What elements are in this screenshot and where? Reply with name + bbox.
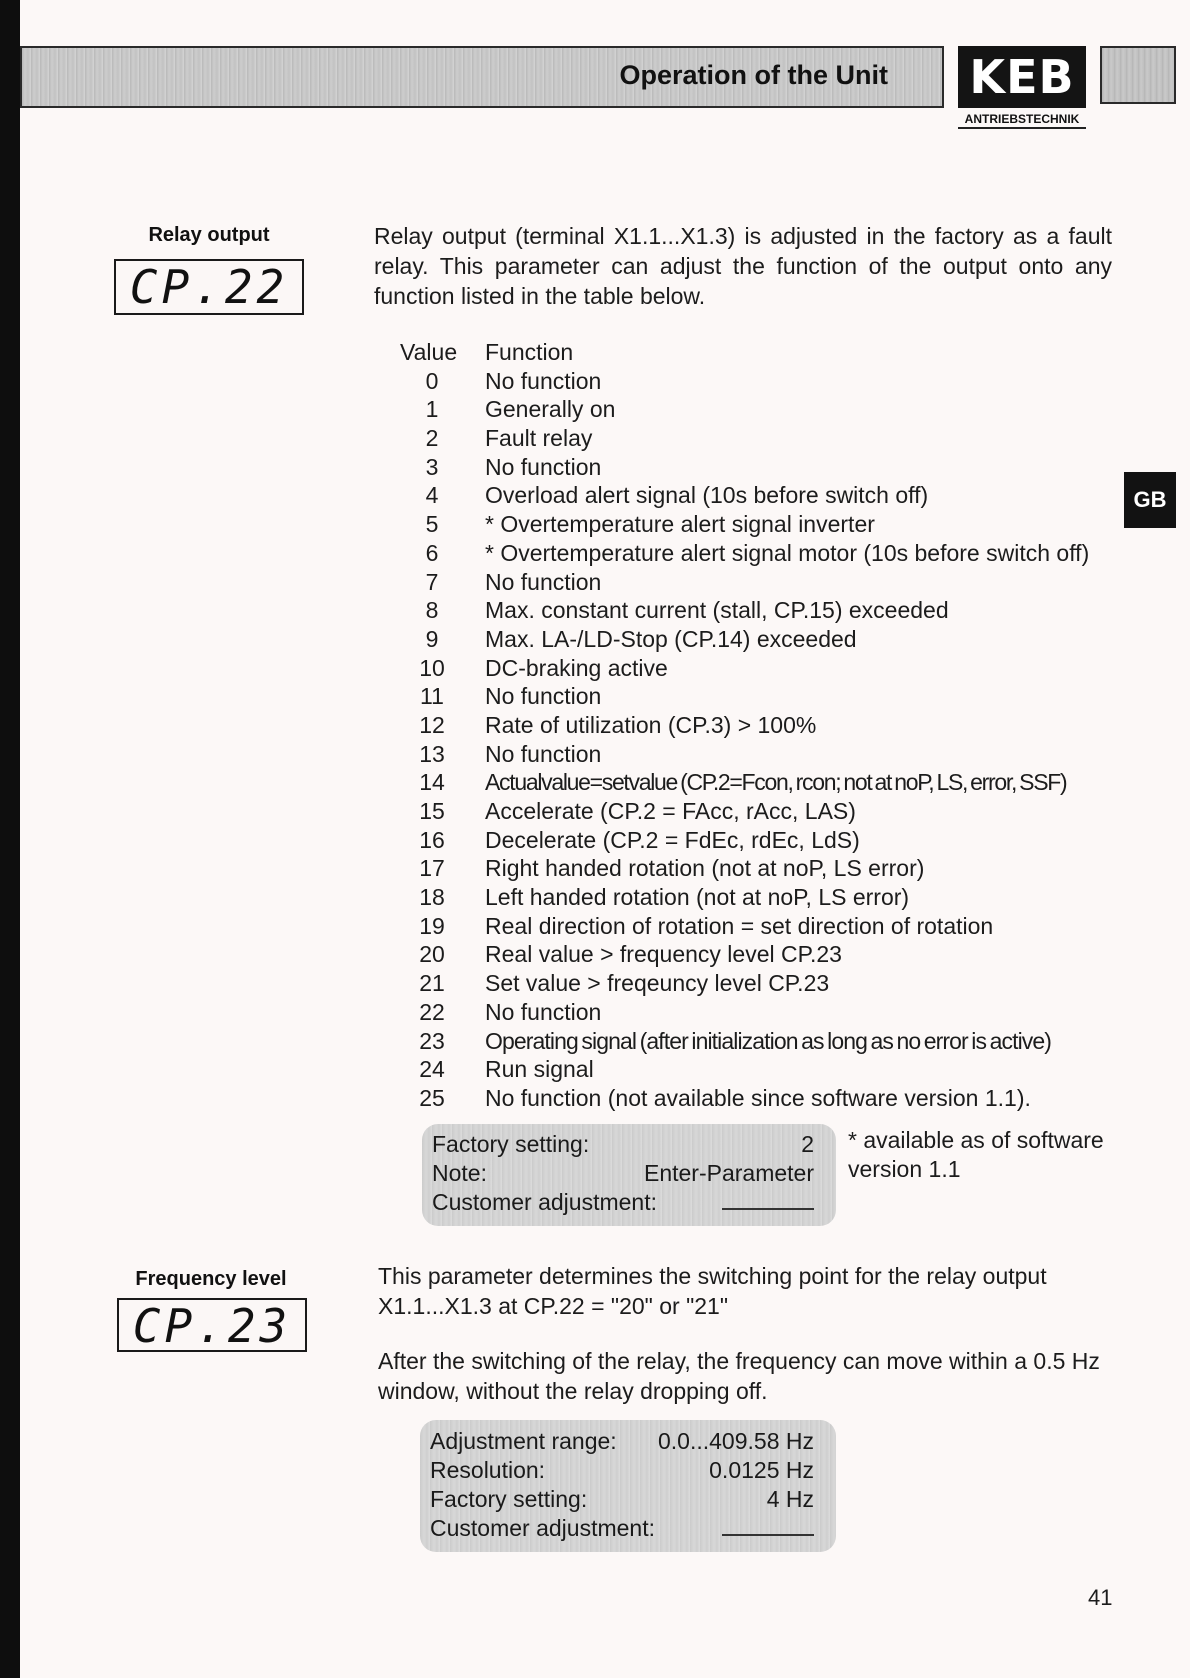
table-row xyxy=(398,711,1089,740)
row-value: 17 xyxy=(419,855,445,882)
row-value: 11 xyxy=(420,683,444,710)
table-row xyxy=(398,625,1089,654)
header-band xyxy=(20,46,944,108)
row-function: No function (not available since software version 1.1). xyxy=(485,1084,1031,1111)
row-value: 13 xyxy=(419,740,445,767)
row-function: Rate of utilization (CP.3) > 100% xyxy=(485,711,817,738)
value-column-header: Value xyxy=(400,339,458,365)
row-function: Real value > frequency level CP.23 xyxy=(485,941,842,968)
row-value: 10 xyxy=(419,654,445,681)
lcd-display-cp23: CP.23 xyxy=(117,1298,307,1352)
setting-label: Customer adjustment: xyxy=(432,1189,657,1215)
row-function: No function xyxy=(485,367,602,394)
table-row xyxy=(398,395,1089,424)
language-tab: GB xyxy=(1124,472,1176,528)
table-row xyxy=(398,740,1089,769)
table-row xyxy=(398,539,1089,568)
row-value: 6 xyxy=(425,539,439,566)
note-row xyxy=(422,1159,836,1188)
table-row xyxy=(398,453,1089,482)
row-function: * Overtemperature alert signal motor (10s before switch off) xyxy=(485,539,1090,566)
row-value: 4 xyxy=(425,482,439,509)
row-value: 3 xyxy=(425,453,439,480)
table-row xyxy=(398,969,1089,998)
page-number: 41 xyxy=(1088,1585,1113,1610)
table-row xyxy=(398,1084,1089,1113)
table-row xyxy=(398,883,1089,912)
customer-adjustment-row xyxy=(422,1188,836,1217)
table-header xyxy=(398,338,1089,367)
row-function: Real direction of rotation = set direction of rotation xyxy=(485,912,994,939)
table-row xyxy=(398,654,1089,683)
relay-function-table xyxy=(398,338,1089,1113)
adjustment-range-row xyxy=(420,1427,836,1456)
table-row xyxy=(398,481,1089,510)
row-value: 1 xyxy=(425,396,439,423)
row-value: 24 xyxy=(419,1056,445,1083)
row-function: Generally on xyxy=(485,396,616,423)
row-function: Max. constant current (stall, CP.15) exceeded xyxy=(485,597,949,624)
table-row xyxy=(398,510,1089,539)
row-function: Accelerate (CP.2 = FAcc, rAcc, LAS) xyxy=(485,798,856,824)
row-function: No function xyxy=(485,998,602,1025)
table-row xyxy=(398,854,1089,883)
row-function: Operating signal (after initialization as long as no error is active) xyxy=(485,1027,1052,1054)
function-column-header: Function xyxy=(485,339,574,365)
setting-label: Factory setting: xyxy=(430,1486,588,1512)
row-function: Decelerate (CP.2 = FdEc, rdEc, LdS) xyxy=(485,826,860,853)
relay-settings-box xyxy=(422,1124,836,1226)
table-row xyxy=(398,826,1089,855)
factory-setting-row xyxy=(420,1485,836,1514)
row-function: Overload alert signal (10s before switch off) xyxy=(485,482,929,509)
row-value: 7 xyxy=(425,568,439,595)
row-value: 23 xyxy=(419,1027,445,1054)
row-function: * Overtemperature alert signal inverter xyxy=(485,511,875,538)
setting-label: Resolution: xyxy=(430,1457,546,1483)
setting-value: 4 Hz xyxy=(766,1486,814,1512)
row-value: 12 xyxy=(419,711,445,738)
row-value: 9 xyxy=(425,625,439,652)
row-function: No function xyxy=(485,568,602,595)
setting-label: Adjustment range: xyxy=(430,1428,617,1454)
lcd-display-cp22: CP.22 xyxy=(114,259,304,315)
setting-label: Factory setting: xyxy=(432,1131,590,1157)
relay-output-label: Relay output xyxy=(148,224,270,246)
row-value: 19 xyxy=(419,912,445,939)
row-function: Run signal xyxy=(485,1056,594,1083)
row-function: No function xyxy=(485,740,602,767)
header-band-end xyxy=(1100,46,1176,104)
setting-label: Note: xyxy=(432,1160,487,1186)
keb-logo: KEB xyxy=(958,46,1086,108)
software-footnote xyxy=(848,1126,1116,1184)
relay-description: Relay output (terminal X1.1...X1.3) is adjusted in the factory as a fault relay. This parameter can adjust the function of the output onto any function listed in the table below. xyxy=(374,223,1112,309)
row-value: 5 xyxy=(425,511,439,538)
row-function: No function xyxy=(485,453,602,480)
setting-value: 0.0...409.58 Hz xyxy=(658,1428,814,1454)
table-row xyxy=(398,998,1089,1027)
setting-value: 0.0125 Hz xyxy=(709,1457,814,1483)
row-value: 16 xyxy=(419,826,445,853)
logo-subtitle: ANTRIEBSTECHNIK xyxy=(958,112,1086,129)
row-value: 14 xyxy=(419,769,445,796)
table-row xyxy=(398,912,1089,941)
table-row xyxy=(398,940,1089,969)
row-value: 22 xyxy=(419,998,445,1025)
row-function: Fault relay xyxy=(485,425,593,452)
resolution-row xyxy=(420,1456,836,1485)
row-function: Max. LA-/LD-Stop (CP.14) exceeded xyxy=(485,625,857,652)
row-value: 0 xyxy=(425,367,439,394)
row-function: Set value > freqeuncy level CP.23 xyxy=(485,970,830,997)
row-function: Actualvalue=setvalue (CP.2=Fcon, rcon; not at noP, LS, error, SSF) xyxy=(485,769,1067,796)
page-title: Operation of the Unit xyxy=(619,60,888,90)
setting-label: Customer adjustment: xyxy=(430,1515,655,1541)
table-row xyxy=(398,568,1089,597)
row-value: 8 xyxy=(425,597,439,624)
row-function: Left handed rotation (not at noP, LS error) xyxy=(485,884,910,911)
setting-value: 2 xyxy=(801,1131,814,1157)
row-value: 15 xyxy=(419,798,445,824)
setting-value: Enter-Parameter xyxy=(643,1160,814,1186)
row-value: 20 xyxy=(419,941,445,968)
row-function: Right handed rotation (not at noP, LS error) xyxy=(485,855,925,882)
footnote-text: * available as of software version 1.1 xyxy=(848,1127,1104,1182)
table-row xyxy=(398,768,1089,797)
row-function: No function xyxy=(485,683,602,710)
row-value: 2 xyxy=(425,425,439,452)
factory-setting-row xyxy=(422,1130,836,1159)
row-function: DC-braking active xyxy=(485,654,668,681)
frequency-window-note: After the switching of the relay, the frequency can move within a 0.5 Hz window, without the relay dropping off. xyxy=(378,1348,1100,1404)
customer-adjustment-row xyxy=(420,1514,836,1543)
binding-edge xyxy=(0,0,20,1678)
blank-line xyxy=(722,1514,814,1543)
row-value: 18 xyxy=(419,884,445,911)
table-row xyxy=(398,424,1089,453)
frequency-description: This parameter determines the switching point for the relay output X1.1...X1.3 at CP.22 = "20" or "21" xyxy=(378,1263,1047,1319)
frequency-settings-box xyxy=(420,1420,836,1552)
blank-line xyxy=(722,1188,814,1217)
row-value: 25 xyxy=(419,1084,445,1111)
table-row xyxy=(398,367,1089,396)
table-row xyxy=(398,596,1089,625)
frequency-level-label: Frequency level xyxy=(135,1268,287,1290)
table-row xyxy=(398,1027,1089,1056)
row-value: 21 xyxy=(419,970,445,997)
table-row xyxy=(398,797,1089,826)
table-row xyxy=(398,1055,1089,1084)
table-row xyxy=(398,682,1089,711)
